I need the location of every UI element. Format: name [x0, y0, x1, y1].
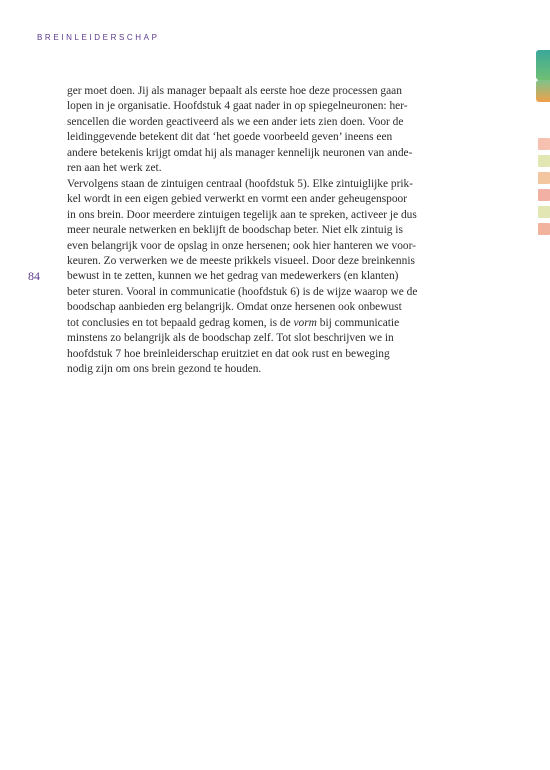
- text-line: beter sturen. Vooral in communicatie (hoofdstuk 6) is de wijze waarop we de: [67, 285, 418, 298]
- text-line: kel wordt in een eigen gebied verwerkt en vormt een ander geheugenspoor: [67, 193, 408, 206]
- edge-ribbon-orange: [536, 80, 550, 102]
- edge-tab: [538, 223, 550, 235]
- italic-emphasis: vorm: [293, 316, 317, 329]
- edge-tab: [538, 206, 550, 218]
- text-line: hoofdstuk 7 hoe breinleiderschap eruitziet en dat ook rust en beweging: [67, 347, 390, 360]
- page-number: 84: [28, 269, 40, 283]
- text-line: sencellen die worden geactiveerd als we een ander iets zien doen. Voor de: [67, 115, 404, 128]
- text-line: boodschap aanbieden erg belangrijk. Omdat onze hersenen ook onbewust: [67, 301, 402, 314]
- text-line: ger moet doen. Jij als manager bepaalt als eerste hoe deze processen gaan: [67, 85, 402, 97]
- text-line: lopen in je organisatie. Hoofdstuk 4 gaat nader in op spiegelneuronen: her-: [67, 100, 408, 113]
- text-line: nodig zijn om ons brein gezond te houden.: [67, 363, 262, 376]
- body-text: [67, 84, 459, 378]
- text-line: Vervolgens staan de zintuigen centraal (hoofdstuk 5). Elke zintuiglijke prik-: [67, 177, 414, 190]
- text-line: bewust in te zetten, kunnen we het gedrag van medewerkers (en klanten): [67, 270, 399, 283]
- text-line: andere betekenis krijgt omdat hij als manager kennelijk neuronen van ande-: [67, 146, 413, 159]
- edge-ribbon-teal: [536, 50, 550, 80]
- text-line: leidinggevende betekent dit dat ‘het goede voorbeeld geven’ ineens een: [67, 131, 393, 144]
- chapter-edge-tabs: [534, 50, 550, 250]
- text-line: ren aan het werk zet.: [67, 162, 162, 175]
- text-line: keuren. Zo verwerken we de meeste prikkels visueel. Door deze breinkennis: [67, 254, 415, 267]
- text-line: minstens zo belangrijk als de boodschap zelf. Tot slot beschrijven we in: [67, 332, 394, 345]
- edge-tab: [538, 172, 550, 184]
- text-line: in ons brein. Door meerdere zintuigen tegelijk aan te spreken, activeer je dus: [67, 208, 417, 221]
- text-line: even belangrijk voor de opslag in onze hersenen; ook hier hanteren we voor-: [67, 239, 416, 252]
- edge-tab: [538, 138, 550, 150]
- text-line: meer neurale netwerken en beklijft de boodschap beter. Niet elk zintuig is: [67, 224, 403, 237]
- text-line-with-italic: tot conclusies en tot bepaald gedrag komen, is de vorm bij communicatie: [67, 316, 400, 329]
- edge-tab: [538, 189, 550, 201]
- edge-tab: [538, 155, 550, 167]
- running-header: BREINLEIDERSCHAP: [37, 33, 160, 42]
